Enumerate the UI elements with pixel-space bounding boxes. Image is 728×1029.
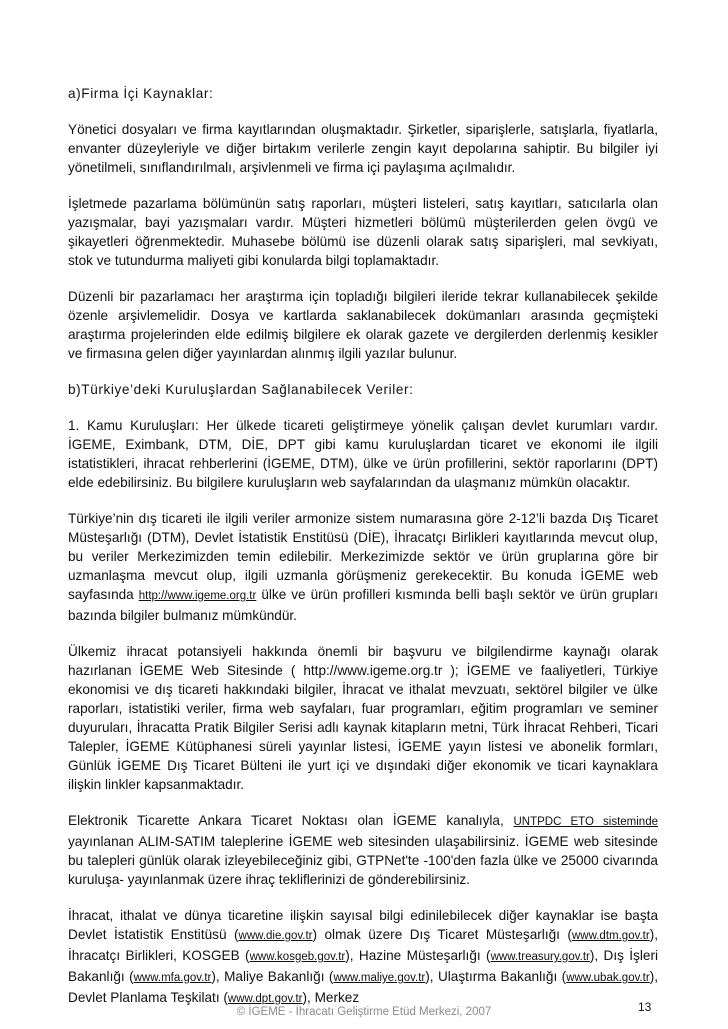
text-run: ), Hazine Müsteşarlığı ( <box>345 948 491 963</box>
page-content <box>68 84 658 1026</box>
text-run: ), Ulaştırma Bakanlığı ( <box>425 969 567 984</box>
section-b-paragraph-1 <box>68 416 658 492</box>
section-a-paragraph-2 <box>68 194 658 270</box>
text-run: Elektronik Ticarette Ankara Ticaret Noktası olan İGEME kanalıyla, <box>68 813 514 828</box>
section-b-paragraph-5 <box>68 906 658 1009</box>
section-a-heading: a)Firma İçi Kaynaklar: <box>68 86 214 101</box>
text-run: ), Merkez <box>302 990 360 1005</box>
paragraph-text <box>68 906 658 1009</box>
page-number: 13 <box>638 1000 652 1014</box>
text-run: ), İhracatçı Birlikleri, KOSGEB ( <box>68 927 659 963</box>
untpdc-link[interactable]: UNTPDC ETO sisteminde <box>513 816 658 828</box>
section-a-paragraph-3 <box>68 287 658 363</box>
text-run: İhracat, ithalat ve dünya ticaretine ilişkin sayısal bilgi edinilebilecek diğer kaynaklar ise başta Devlet İstatistik Enstitüsü ( <box>68 908 658 942</box>
treasury-link[interactable]: www.treasury.gov.tr <box>490 951 590 963</box>
section-b-heading: b)Türkiye’deki Kuruluşlardan Sağlanabilecek Veriler: <box>68 382 414 397</box>
dpt-link[interactable]: www.dpt.gov.tr <box>227 993 303 1005</box>
paragraph-text: Düzenli bir pazarlamacı her araştırma için topladığı bilgileri ileride tekrar kullanabilecek şekilde özenle arşivlemelidir. Dosya ve kartlarda saklanabilecek dokümanları arasında geçmişteki araştırma projelerinden elde edilmiş bilgilere ek olarak gazete ve dergilerden derlenmiş kesikler ve firmasına gelen diğer yayınlardan alınmış ilgili yazılar bulunur. <box>68 289 658 361</box>
paragraph-text: İşletmede pazarlama bölümünün satış raporları, müşteri listeleri, satış kayıtları, satıcılarla olan yazışmalar, bayi yazışmaları vardır. Müşteri hizmetleri bölümü müşterilerden gelen övgü ve şikayetleri öğrenmektedir. Muhasebe bölümü ise düzenli olarak satış siparişleri, mal sevkiyatı, stok ve tutundurma maliyeti gibi konularda bilgi toplamaktadır. <box>68 196 658 268</box>
die-link[interactable]: www.die.gov.tr <box>238 930 313 942</box>
text-run: yayınlanan ALIM-SATIM taleplerine İGEME web sitesinden ulaşabilirsiniz. İGEME web sitesinde bu talepleri günlük olarak izleyebileceğiniz gibi, GTPNet'te -100'den fazla ülke ve 25000 civarında kuruluşa- yayınlanmak üzere ihraç tekliflerinizi de gönderebilirsiniz. <box>68 834 658 887</box>
text-run: ), Maliye Bakanlığı ( <box>211 969 334 984</box>
page-footer: © İGEME - İhracatı Geliştirme Etüd Merkezi, 2007 <box>236 1006 492 1018</box>
paragraph-text: 1. Kamu Kuruluşları: Her ülkede ticareti geliştirmeye yönelik çalışan devlet kurumları vardır. İGEME, Eximbank, DTM, DİE, DPT gibi kamu kuruluşlardan ticaret ve ekonomi ile ilgili istatistikleri, ihracat rehberlerini (İGEME, DTM), ülke ve ürün profillerini, sektör raporlarını (DPT) elde edebilirsiniz. Bu bilgilere kuruluşların web sayfalarından da ulaşmanız mümkün olacaktır. <box>68 418 658 490</box>
ubak-link[interactable]: www.ubak.gov.tr <box>566 972 650 984</box>
igeme-link[interactable]: http://www.igeme.org.tr <box>138 590 257 602</box>
text-run: ) olmak üzere Dış Ticaret Müsteşarlığı ( <box>312 927 572 942</box>
text-run: ), Devlet Planlama Teşkilatı ( <box>68 969 659 1005</box>
paragraph-text: Ülkemiz ihracat potansiyeli hakkında önemli bir başvuru ve bilgilendirme kaynağı olarak hazırlanan İGEME Web Sitesinde ( http://www.igeme.org.tr ); İGEME ve faaliyetleri, Türkiye ekonomisi ve dış ticareti hakkındaki bilgiler, İhracat ve ithalat mevzuatı, sektörel bilgiler ve ülke raporları, istatistiki veriler, firma web sayfaları, fuar programları, eğitim programları ve seminer duyuruları, İhracatta Pratik Bilgiler Serisi adlı kaynak kitapların metni, Türk İhracat Rehberi, Ticari Talepler, İGEME Kütüphanesi süreli yayınlar listesi, İGEME yayın listesi ve abonelik formları, Günlük İGEME Dış Ticaret Bülteni ile yurt içi ve dışındaki diğer ekonomik ve ticari kaynaklara ilişkin linkler kapsanmaktadır. <box>68 644 658 792</box>
maliye-link[interactable]: www.maliye.gov.tr <box>333 972 426 984</box>
dtm-link[interactable]: www.dtm.gov.tr <box>571 930 650 942</box>
kosgeb-link[interactable]: www.kosgeb.gov.tr <box>249 951 346 963</box>
section-b-paragraph-2 <box>68 509 658 625</box>
paragraph-text <box>68 811 658 889</box>
section-a-paragraph-1 <box>68 120 658 177</box>
text-run: ülke ve ürün profilleri kısmında belli başlı sektör ve ürün grupları bazında bilgiler bulmanız mümkündür. <box>68 587 658 623</box>
mfa-link[interactable]: www.mfa.gov.tr <box>133 972 212 984</box>
paragraph-text: Yönetici dosyaları ve firma kayıtlarından oluşmaktadır. Şirketler, siparişlerle, satışlarla, fiyatlarla, envanter düzeyleriyle ve diğer birtakım verilerle zengin kayıt depolarına sahiptir. Bu bilgiler iyi yönetilmeli, sınıflandırılmalı, arşivlenmeli ve firma içi paylaşıma açılmalıdır. <box>68 122 658 175</box>
text-run: Türkiye’nin dış ticareti ile ilgili veriler armonize sistem numarasına göre 2-12’li bazda Dış Ticaret Müsteşarlığı (DTM), Devlet İstatistik Enstitüsü (DİE), İhracatçı Birlikleri kayıtlarında mevcut olup, bu veriler Merkezimizden temin edilebilir. Merkezimizde sektör ve ürün gruplarına göre bir uzmanlaşma mevcut olup, ilgili uzmanla görüşmeniz gerekecektir. Bu konuda İGEME web sayfasında <box>68 511 658 602</box>
section-b-paragraph-3 <box>68 642 658 794</box>
paragraph-text <box>68 509 658 625</box>
section-b-paragraph-4 <box>68 811 658 889</box>
text-run: ), Dış İşleri Bakanlığı ( <box>68 948 659 984</box>
